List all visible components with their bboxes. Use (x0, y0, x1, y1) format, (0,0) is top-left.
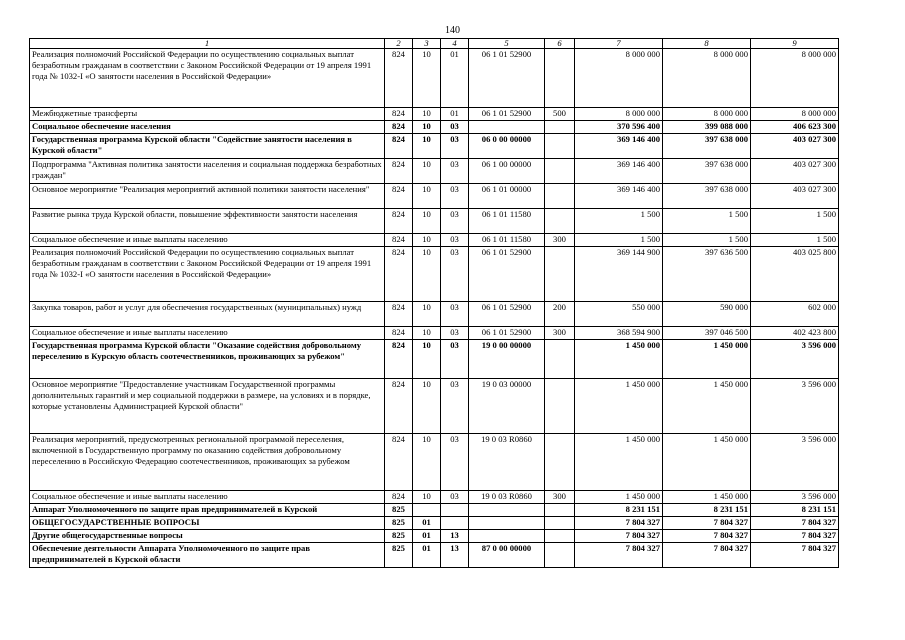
amount-col8: 7 804 327 (663, 517, 751, 530)
table-row (30, 517, 839, 530)
amount-col7: 1 450 000 (575, 491, 663, 504)
amount-col7: 369 144 900 (575, 247, 663, 302)
column-number: 9 (751, 39, 839, 49)
amount-col9: 3 596 000 (751, 434, 839, 491)
amount-col9: 3 596 000 (751, 491, 839, 504)
expense-type: 300 (545, 491, 575, 504)
subsection-code: 03 (441, 434, 469, 491)
amount-col7: 8 000 000 (575, 49, 663, 108)
page-number: 140 (445, 25, 460, 36)
amount-col8: 397 046 500 (663, 327, 751, 340)
ministry-code: 824 (385, 184, 413, 209)
target-article (469, 517, 545, 530)
target-article (469, 121, 545, 134)
subsection-code: 03 (441, 491, 469, 504)
section-code: 10 (413, 302, 441, 327)
target-article: 06 1 00 00000 (469, 159, 545, 184)
subsection-code: 03 (441, 302, 469, 327)
amount-col7: 1 450 000 (575, 340, 663, 379)
amount-col7: 369 146 400 (575, 159, 663, 184)
row-name: Социальное обеспечение населения (30, 121, 385, 134)
ministry-code: 824 (385, 234, 413, 247)
amount-col7: 369 146 400 (575, 184, 663, 209)
target-article (469, 530, 545, 543)
subsection-code: 03 (441, 379, 469, 434)
amount-col8: 8 000 000 (663, 49, 751, 108)
target-article: 06 1 01 00000 (469, 184, 545, 209)
table-row (30, 543, 839, 568)
table-row (30, 340, 839, 379)
amount-col9: 8 000 000 (751, 49, 839, 108)
target-article: 06 1 01 52900 (469, 247, 545, 302)
amount-col7: 8 000 000 (575, 108, 663, 121)
amount-col7: 7 804 327 (575, 543, 663, 568)
subsection-code: 03 (441, 184, 469, 209)
column-number: 2 (385, 39, 413, 49)
amount-col7: 1 450 000 (575, 379, 663, 434)
ministry-code: 824 (385, 121, 413, 134)
row-name: Другие общегосударственные вопросы (30, 530, 385, 543)
amount-col9: 3 596 000 (751, 379, 839, 434)
row-name: ОБЩЕГОСУДАРСТВЕННЫЕ ВОПРОСЫ (30, 517, 385, 530)
amount-col8: 397 638 000 (663, 134, 751, 159)
target-article: 06 1 01 11580 (469, 234, 545, 247)
target-article: 19 0 03 R0860 (469, 434, 545, 491)
section-code: 10 (413, 184, 441, 209)
amount-col9: 8 000 000 (751, 108, 839, 121)
subsection-code: 03 (441, 159, 469, 184)
expense-type (545, 434, 575, 491)
target-article: 19 0 00 00000 (469, 340, 545, 379)
column-number: 7 (575, 39, 663, 49)
amount-col8: 8 000 000 (663, 108, 751, 121)
amount-col7: 1 500 (575, 234, 663, 247)
expense-type (545, 379, 575, 434)
expense-type (545, 121, 575, 134)
expense-type: 300 (545, 234, 575, 247)
section-code: 10 (413, 49, 441, 108)
amount-col8: 1 500 (663, 234, 751, 247)
expense-type (545, 49, 575, 108)
expense-type (545, 247, 575, 302)
section-code: 10 (413, 159, 441, 184)
ministry-code: 824 (385, 159, 413, 184)
row-name: Обеспечение деятельности Аппарата Уполномоченного по защите прав предпринимателей в Курской области (30, 543, 385, 568)
table-row (30, 247, 839, 302)
amount-col9: 7 804 327 (751, 543, 839, 568)
expense-type (545, 504, 575, 517)
amount-col9: 1 500 (751, 209, 839, 234)
table-row (30, 121, 839, 134)
target-article: 06 1 01 52900 (469, 327, 545, 340)
target-article: 06 1 01 52900 (469, 49, 545, 108)
table-row (30, 434, 839, 491)
amount-col9: 8 231 151 (751, 504, 839, 517)
column-number-row (30, 39, 839, 49)
amount-col9: 403 025 800 (751, 247, 839, 302)
amount-col8: 1 450 000 (663, 340, 751, 379)
ministry-code: 824 (385, 209, 413, 234)
amount-col8: 1 450 000 (663, 491, 751, 504)
row-name: Реализация мероприятий, предусмотренных региональной программой переселения, включенной в Государственную программу по оказанию содействия добровольному переселению в Российскую Федерацию соотечественников, проживающих за рубежом (30, 434, 385, 491)
section-code: 01 (413, 517, 441, 530)
amount-col9: 403 027 300 (751, 134, 839, 159)
table-row (30, 504, 839, 517)
expense-type: 300 (545, 327, 575, 340)
section-code (413, 504, 441, 517)
section-code: 10 (413, 379, 441, 434)
row-name: Аппарат Уполномоченного по защите прав предпринимателей в Курской (30, 504, 385, 517)
table-row (30, 108, 839, 121)
amount-col8: 590 000 (663, 302, 751, 327)
table-row (30, 184, 839, 209)
section-code: 10 (413, 108, 441, 121)
amount-col8: 399 088 000 (663, 121, 751, 134)
budget-table (29, 38, 839, 568)
subsection-code: 03 (441, 134, 469, 159)
subsection-code: 03 (441, 209, 469, 234)
table-row (30, 159, 839, 184)
subsection-code: 13 (441, 543, 469, 568)
column-number: 6 (545, 39, 575, 49)
target-article: 87 0 00 00000 (469, 543, 545, 568)
amount-col8: 1 450 000 (663, 434, 751, 491)
amount-col9: 402 423 800 (751, 327, 839, 340)
row-name: Социальное обеспечение и иные выплаты населению (30, 327, 385, 340)
amount-col9: 602 000 (751, 302, 839, 327)
section-code: 10 (413, 247, 441, 302)
section-code: 10 (413, 491, 441, 504)
section-code: 01 (413, 543, 441, 568)
column-number: 1 (30, 39, 385, 49)
column-number: 3 (413, 39, 441, 49)
ministry-code: 824 (385, 49, 413, 108)
column-number: 5 (469, 39, 545, 49)
amount-col8: 397 638 000 (663, 184, 751, 209)
amount-col8: 8 231 151 (663, 504, 751, 517)
expense-type (545, 209, 575, 234)
subsection-code (441, 504, 469, 517)
expense-type: 200 (545, 302, 575, 327)
section-code: 01 (413, 530, 441, 543)
target-article: 19 0 03 R0860 (469, 491, 545, 504)
amount-col8: 397 638 000 (663, 159, 751, 184)
section-code: 10 (413, 340, 441, 379)
expense-type (545, 517, 575, 530)
subsection-code: 03 (441, 247, 469, 302)
subsection-code (441, 517, 469, 530)
row-name: Реализация полномочий Российской Федерации по осуществлению социальных выплат безработным гражданам в соответствии с Законом Российской Федерации от 19 апреля 1991 года № 1032-I «О занятости населения в Российской Федерации» (30, 49, 385, 108)
amount-col9: 406 623 300 (751, 121, 839, 134)
amount-col8: 1 450 000 (663, 379, 751, 434)
section-code: 10 (413, 209, 441, 234)
expense-type (545, 530, 575, 543)
column-number: 4 (441, 39, 469, 49)
amount-col9: 403 027 300 (751, 184, 839, 209)
ministry-code: 824 (385, 302, 413, 327)
target-article: 06 1 01 52900 (469, 302, 545, 327)
expense-type (545, 543, 575, 568)
amount-col9: 403 027 300 (751, 159, 839, 184)
ministry-code: 825 (385, 543, 413, 568)
amount-col7: 1 450 000 (575, 434, 663, 491)
amount-col8: 7 804 327 (663, 543, 751, 568)
ministry-code: 824 (385, 491, 413, 504)
row-name: Государственная программа Курской области "Содействие занятости населения в Курской области" (30, 134, 385, 159)
amount-col9: 1 500 (751, 234, 839, 247)
table-row (30, 49, 839, 108)
row-name: Социальное обеспечение и иные выплаты населению (30, 491, 385, 504)
amount-col8: 397 636 500 (663, 247, 751, 302)
ministry-code: 824 (385, 108, 413, 121)
section-code: 10 (413, 434, 441, 491)
expense-type (545, 340, 575, 379)
amount-col7: 370 596 400 (575, 121, 663, 134)
row-name: Основное мероприятие "Реализация мероприятий активной политики занятости населения" (30, 184, 385, 209)
ministry-code: 824 (385, 327, 413, 340)
amount-col7: 550 000 (575, 302, 663, 327)
subsection-code: 01 (441, 108, 469, 121)
table-row (30, 327, 839, 340)
ministry-code: 825 (385, 504, 413, 517)
target-article: 06 1 01 11580 (469, 209, 545, 234)
subsection-code: 13 (441, 530, 469, 543)
amount-col8: 1 500 (663, 209, 751, 234)
amount-col7: 1 500 (575, 209, 663, 234)
subsection-code: 03 (441, 121, 469, 134)
target-article: 06 1 01 52900 (469, 108, 545, 121)
target-article: 06 0 00 00000 (469, 134, 545, 159)
section-code: 10 (413, 134, 441, 159)
subsection-code: 03 (441, 340, 469, 379)
subsection-code: 03 (441, 327, 469, 340)
ministry-code: 825 (385, 517, 413, 530)
row-name: Реализация полномочий Российской Федерации по осуществлению социальных выплат безработным гражданам в соответствии с Законом Российской Федерации от 19 апреля 1991 года № 1032-I «О занятости населения в Российской Федерации» (30, 247, 385, 302)
amount-col8: 7 804 327 (663, 530, 751, 543)
row-name: Социальное обеспечение и иные выплаты населению (30, 234, 385, 247)
table-row (30, 234, 839, 247)
ministry-code: 825 (385, 530, 413, 543)
row-name: Межбюджетные трансферты (30, 108, 385, 121)
table-row (30, 302, 839, 327)
amount-col9: 3 596 000 (751, 340, 839, 379)
ministry-code: 824 (385, 379, 413, 434)
expense-type: 500 (545, 108, 575, 121)
table-row (30, 530, 839, 543)
expense-type (545, 184, 575, 209)
table-row (30, 379, 839, 434)
amount-col7: 7 804 327 (575, 517, 663, 530)
amount-col9: 7 804 327 (751, 517, 839, 530)
expense-type (545, 159, 575, 184)
row-name: Подпрограмма "Активная политика занятости населения и социальная поддержка безработных граждан" (30, 159, 385, 184)
amount-col9: 7 804 327 (751, 530, 839, 543)
amount-col7: 7 804 327 (575, 530, 663, 543)
row-name: Закупка товаров, работ и услуг для обеспечения государственных (муниципальных) нужд (30, 302, 385, 327)
subsection-code: 03 (441, 234, 469, 247)
section-code: 10 (413, 234, 441, 247)
amount-col7: 368 594 900 (575, 327, 663, 340)
target-article: 19 0 03 00000 (469, 379, 545, 434)
table-row (30, 134, 839, 159)
target-article (469, 504, 545, 517)
row-name: Развитие рынка труда Курской области, повышение эффективности занятости населения (30, 209, 385, 234)
row-name: Основное мероприятие "Предоставление участникам Государственной программы дополнительных гарантий и мер социальной поддержки в размере, на условиях и в порядке, которые установлены Администрацией Курской области" (30, 379, 385, 434)
amount-col7: 369 146 400 (575, 134, 663, 159)
ministry-code: 824 (385, 247, 413, 302)
ministry-code: 824 (385, 340, 413, 379)
expense-type (545, 134, 575, 159)
table-row (30, 491, 839, 504)
section-code: 10 (413, 121, 441, 134)
ministry-code: 824 (385, 434, 413, 491)
ministry-code: 824 (385, 134, 413, 159)
subsection-code: 01 (441, 49, 469, 108)
table-row (30, 209, 839, 234)
row-name: Государственная программа Курской области "Оказание содействия добровольному переселению в Курскую область соотечественников, проживающих за рубежом" (30, 340, 385, 379)
table-body (30, 49, 839, 568)
column-number: 8 (663, 39, 751, 49)
amount-col7: 8 231 151 (575, 504, 663, 517)
section-code: 10 (413, 327, 441, 340)
